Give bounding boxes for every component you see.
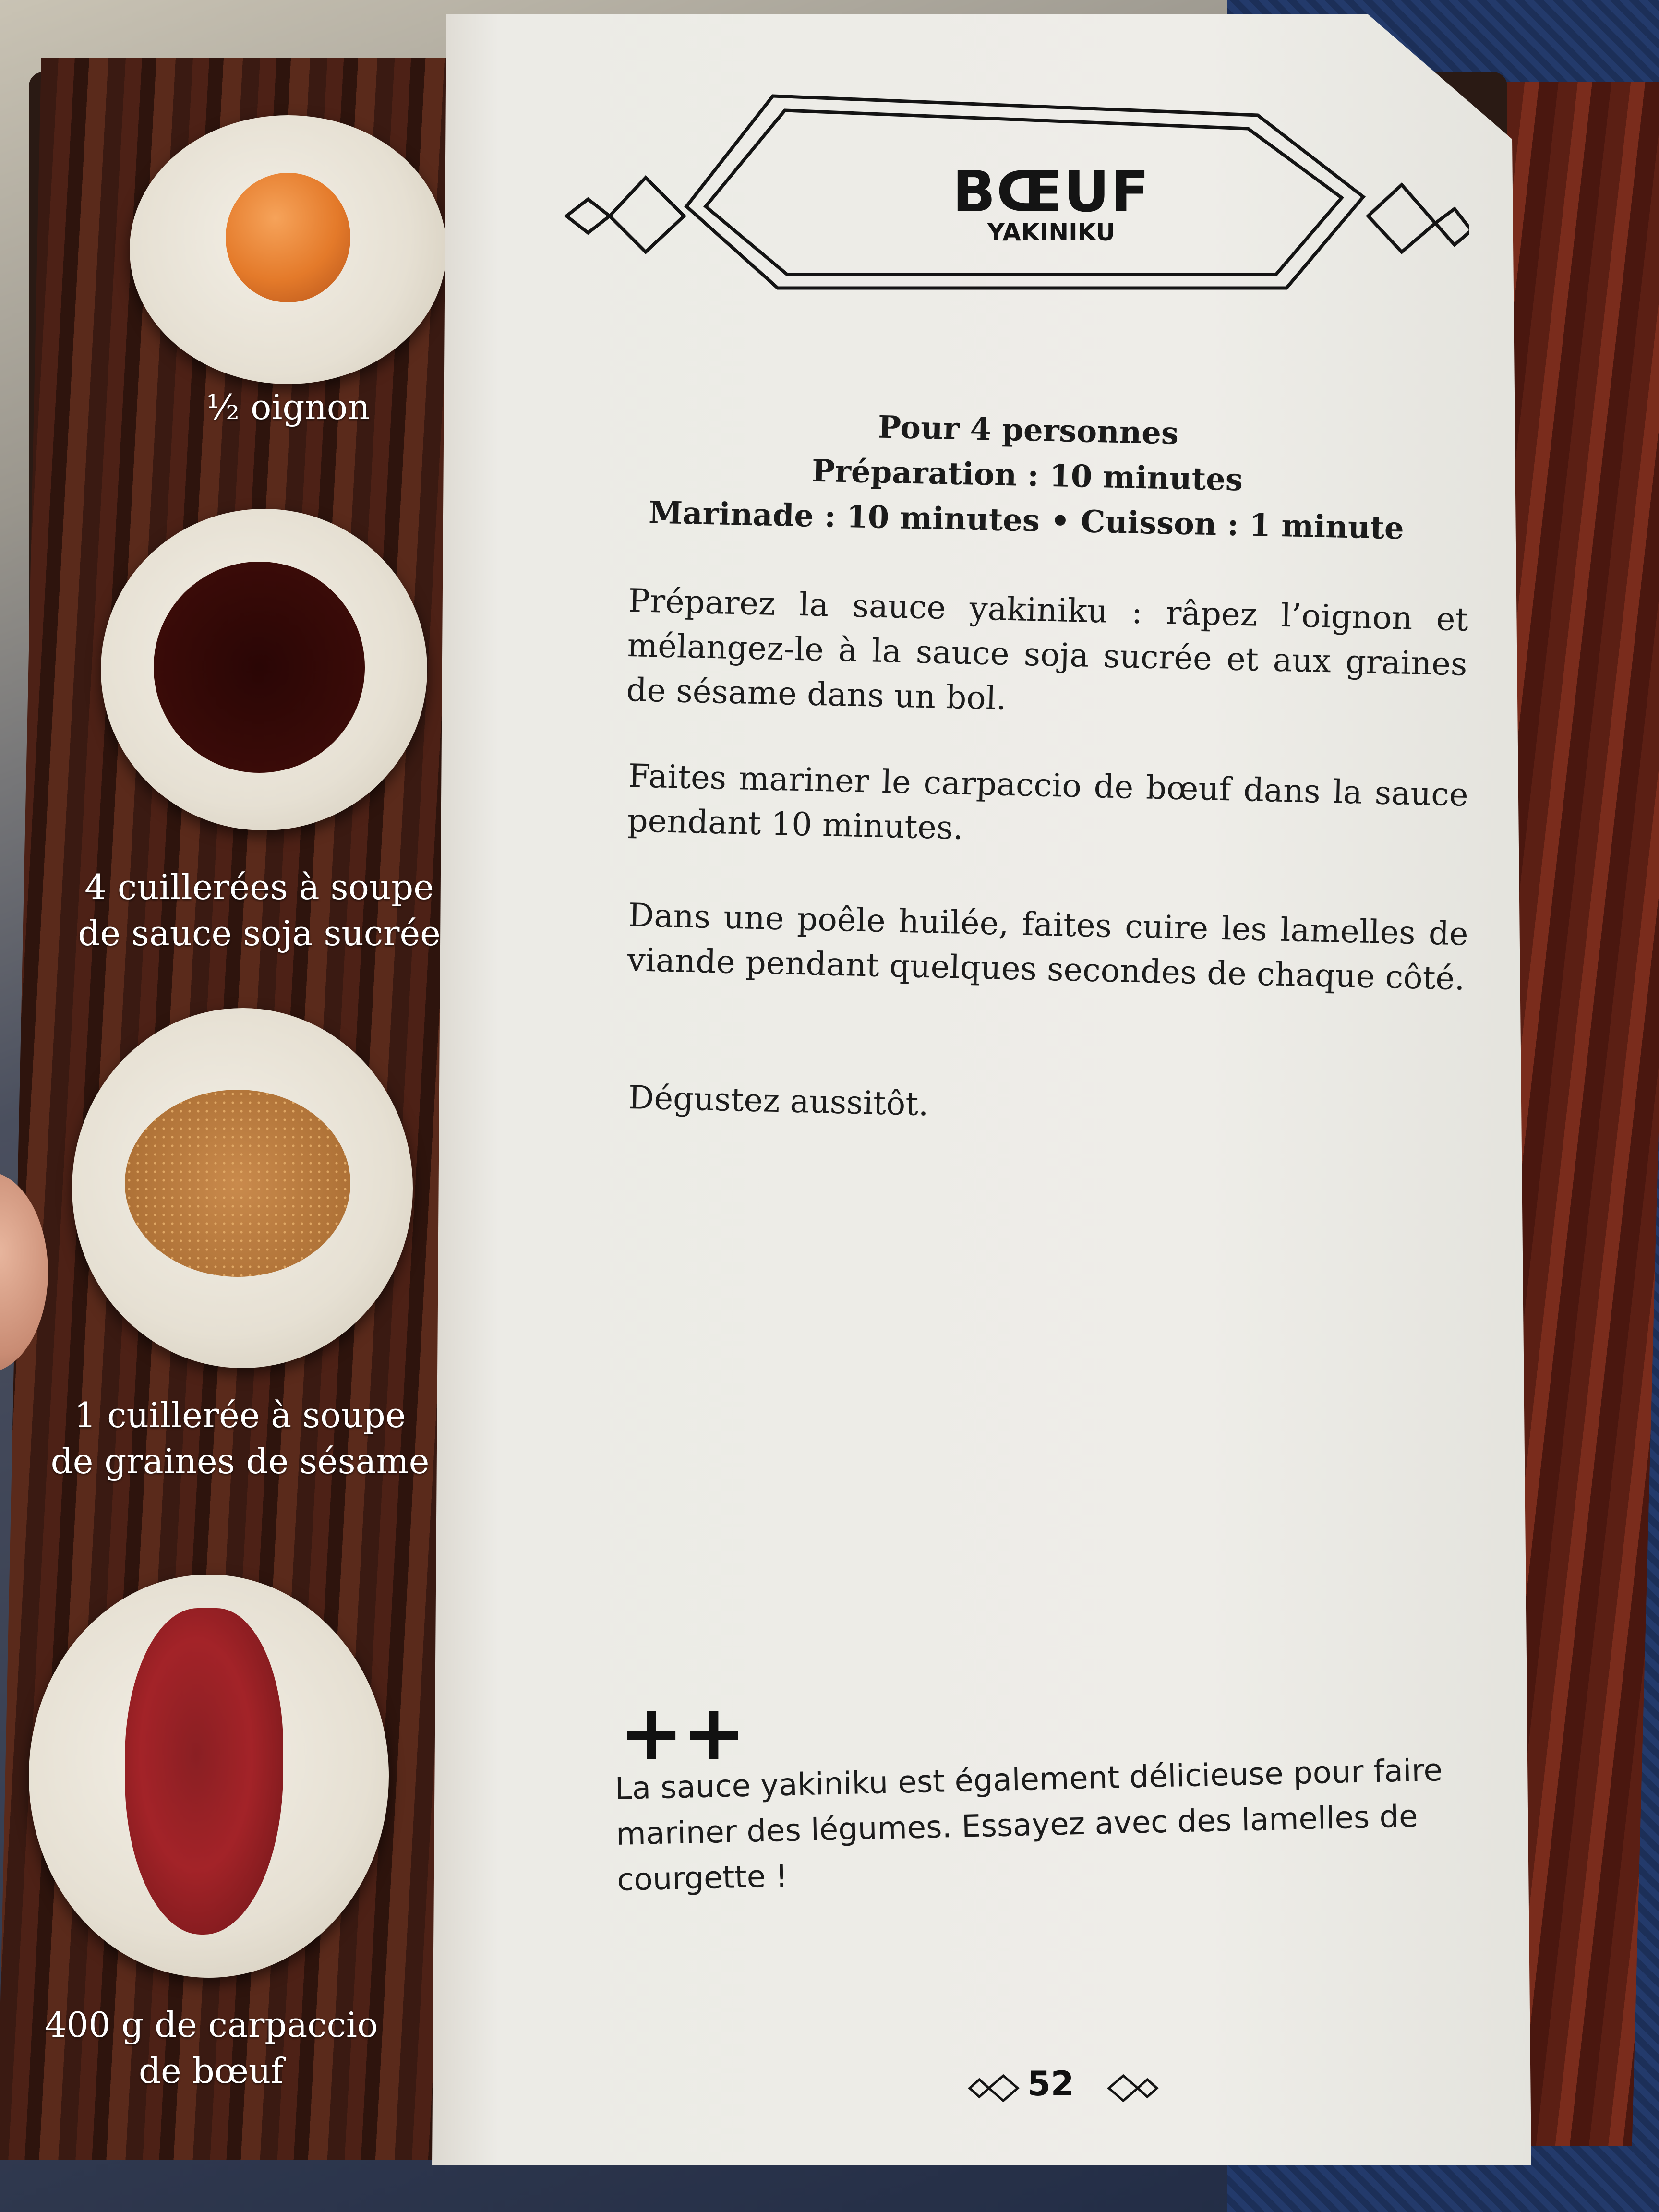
step-3: Dans une poêle huilée, faites cuire les lamelles de viande pendant quelques secondes de chaque côté. bbox=[626, 896, 1469, 998]
recipe-meta bbox=[642, 400, 1413, 551]
sesame-seeds-image bbox=[125, 1090, 350, 1277]
step-2: Faites mariner le carpaccio de bœuf dans la sauce pendant 10 minutes. bbox=[626, 757, 1469, 847]
beef-plate bbox=[29, 1575, 389, 1978]
diamond-pair-icon bbox=[965, 2073, 1022, 2102]
soy-sauce-bowl bbox=[101, 509, 427, 830]
ingredient-label-line: de graines de sésame bbox=[50, 1441, 430, 1481]
step-4: Dégustez aussitôt. bbox=[628, 1078, 929, 1123]
recipe-title: BŒUF bbox=[952, 158, 1151, 225]
recipe-subtitle: YAKINIKU bbox=[987, 218, 1116, 246]
ingredient-label-onion bbox=[134, 384, 442, 430]
ingredient-label-beef bbox=[19, 2002, 403, 2094]
sesame-bowl bbox=[72, 1008, 413, 1368]
ingredient-label-line: 4 cuillerées à soupe bbox=[84, 867, 434, 907]
ingredient-label-sesame bbox=[29, 1392, 451, 1484]
onion-image bbox=[226, 173, 350, 302]
preparation-time: Préparation : 10 minutes bbox=[811, 453, 1243, 498]
tip-text: La sauce yakiniku est également délicieuse pour faire mariner des légumes. Essayez avec des lamelles de courgette ! bbox=[614, 1752, 1443, 1898]
marinade-cooking-time: Marinade : 10 minutes • Cuisson : 1 minute bbox=[648, 494, 1405, 547]
tip-marker: ++ bbox=[619, 1688, 745, 1778]
ingredient-label-line: de bœuf bbox=[139, 2051, 284, 2091]
ingredient-label-line: de sauce soja sucrée bbox=[78, 913, 441, 953]
servings: Pour 4 personnes bbox=[878, 409, 1179, 452]
ingredient-label-soy-sauce bbox=[72, 864, 446, 956]
page-number: 52 bbox=[1027, 2064, 1074, 2104]
diamond-pair-icon bbox=[1104, 2073, 1162, 2102]
ingredient-label-line: 1 cuillerée à soupe bbox=[74, 1395, 406, 1435]
soy-sauce-image bbox=[154, 562, 365, 773]
ingredient-label-line: 400 g de carpaccio bbox=[44, 2005, 378, 2045]
ingredient-label-line: ½ oignon bbox=[206, 387, 370, 427]
step-1: Préparez la sauce yakiniku : râpez l’oignon et mélangez-le à la sauce soja sucrée et aux graines de sésame dans un bol. bbox=[625, 581, 1469, 717]
beef-carpaccio-image bbox=[125, 1608, 283, 1935]
onion-bowl bbox=[130, 115, 446, 384]
